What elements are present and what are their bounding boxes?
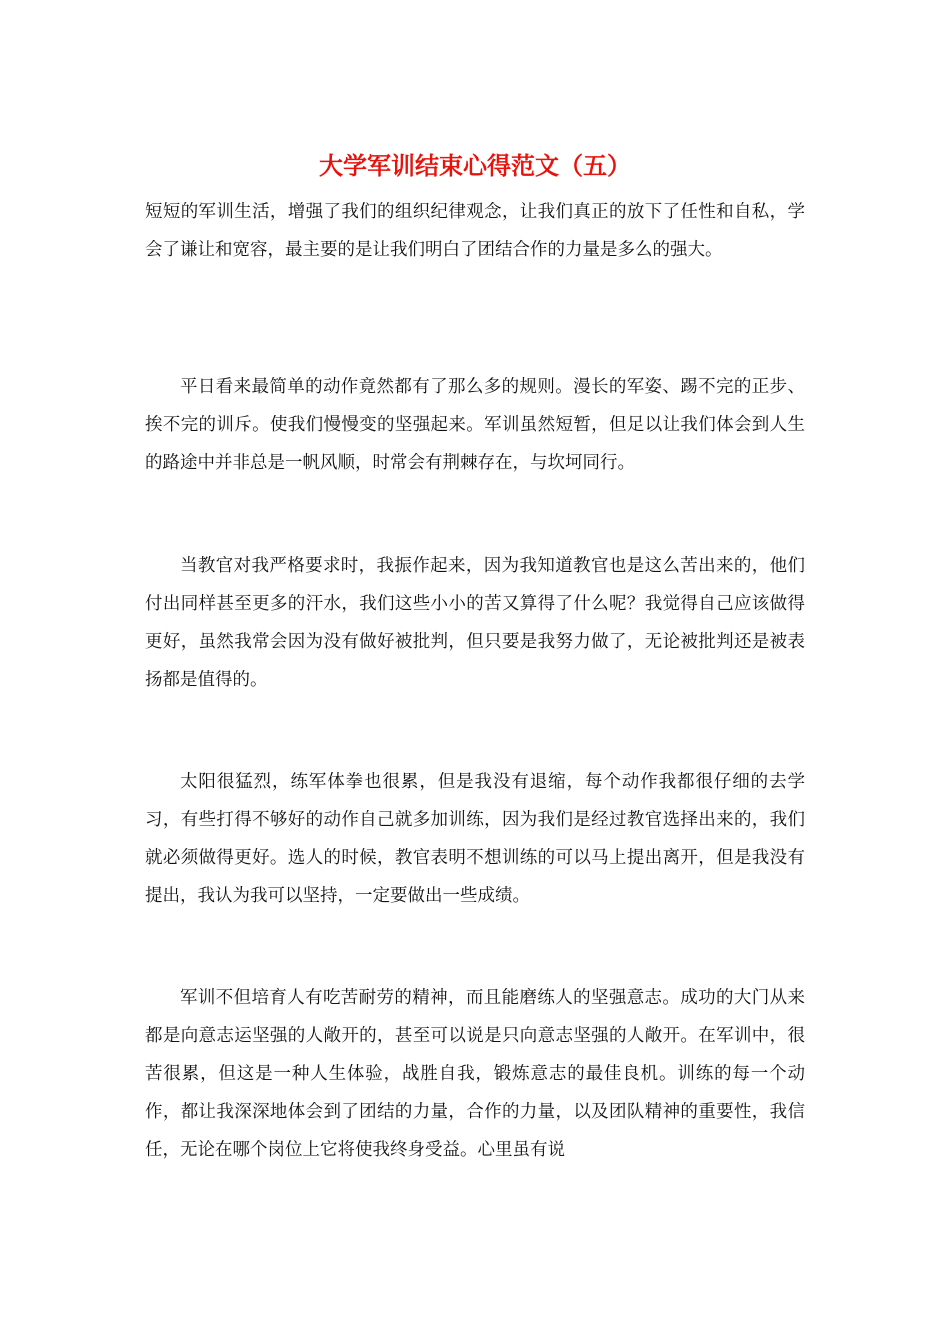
paragraph-1: 短短的军训生活，增强了我们的组织纪律观念，让我们真正的放下了任性和自私，学会了谦让和宽容，最主要的是让我们明白了团结合作的力量是多么的强大。 [145,202,805,260]
paragraph-2: 平日看来最简单的动作竟然都有了那么多的规则。漫长的军姿、踢不完的正步、挨不完的训斥。使我们慢慢变的坚强起来。军训虽然短暂，但足以让我们体会到人生的路途中并非总是一帆风顺，时常会有荆棘存在，与坎坷同行。 [145,377,805,473]
document-title: 大学军训结束心得范文（五） [319,151,631,180]
paragraph-3: 当教官对我严格要求时，我振作起来，因为我知道教官也是这么苦出来的，他们付出同样甚至更多的汗水，我们这些小小的苦又算得了什么呢？我觉得自己应该做得更好，虽然我常会因为没有做好被批判，但只要是我努力做了，无论被批判还是被表扬都是值得的。 [145,556,805,690]
paragraph-4: 太阳很猛烈，练军体拳也很累，但是我没有退缩，每个动作我都很仔细的去学习，有些打得不够好的动作自己就多加训练，因为我们是经过教官选择出来的，我们就必须做得更好。选人的时候，教官表明不想训练的可以马上提出离开，但是我没有提出，我认为我可以坚持，一定要做出一些成绩。 [145,772,805,906]
paragraph-5: 军训不但培育人有吃苦耐劳的精神，而且能磨练人的坚强意志。成功的大门从来都是向意志运坚强的人敞开的，甚至可以说是只向意志坚强的人敞开。在军训中，很苦很累，但这是一种人生体验，战胜自我，锻炼意志的最佳良机。训练的每一个动作，都让我深深地体会到了团结的力量，合作的力量，以及团队精神的重要性，我信任，无论在哪个岗位上它将使我终身受益。心里虽有说 [145,988,805,1160]
